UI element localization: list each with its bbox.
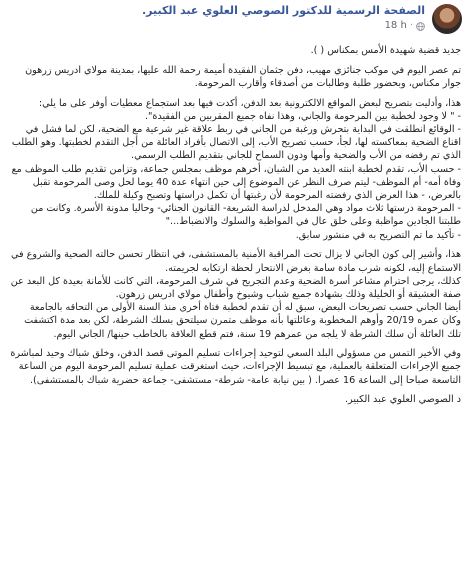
post-paragraph-suspect: هذا، وأشير إلى كون الجاني لا يزال تحت المراقبة الأمنية بالمستشفى، في انتظار تحسن حالته الصحية والشروع في الاستماع إليه، لكونه شرب مادة سامة بغرض الانتحار لحظة ارتكابه لجريمته. كذلك، يرجى احترام مشاعر أسرة الضحية وعدم التجريح في شرف المرحومة، التي كانت للأمانة بعيدة كل البعد عن صفة العشيقة أو الخليلة وذلك بشهادة جميع شباب وشيوخ وأطفال مولاي ادريس زرهون. أيضا الجاني حسب تصريحات البعض، سبق له أن تقدم لخطبة فتاة أخرى منذ السنة الأولى من التحاقه بالجامعة وكان عمره 20/19 وأوهم المخطوبة وعائلتها بأنه موظف متمرن سيلتحق بسلك الشرطة، لكن بعد مدة اكتشفت تلك العائلة أن سلك الشرطة لا يلجه من عمرهم 19 سنة، فتم قطع العلاقة بالخاطب حينها/ الجاني اليوم. [10, 249, 461, 340]
post-paragraph-intro: جديد قضية شهيدة الأمس بمكناس ( ). [310, 45, 461, 56]
header-text [142, 3, 425, 33]
meta-separator: · [409, 20, 413, 31]
post-signature: د الصوصي العلوي عبد الكبير. [344, 394, 461, 406]
post-paragraph-burial: تم عصر اليوم في موكب جنائزي مهيب، دفن جثمان الفقيدة أميمة رحمة الله عليها، بمدينة مولاي ادريس زرهون جوار مكناس، وبحضور طلبة وطالبات من أصدقاء وأقارب المرحومة. [22, 64, 461, 89]
post-timestamp[interactable]: 18 h [384, 20, 407, 31]
page-avatar[interactable] [432, 4, 462, 34]
post-header [0, 0, 470, 38]
post-paragraph-request: وفي الأخير التمس من مسؤولي البلد السعي لتوحيد إجراءات تسليم الموتى قصد الدفن، وخلق شباك وحيد لمباشرة جميع الإجراءات المتعلقة بالعملية، مع تبسيط الإجراءات، حيث استغرقت عملية تسليم المرحومة اليوم من الساعة التاسعة صباحا إلى الساعة 16 عصرا. ( بين نيابة عامة- شرطة- مستشفى- جماعة حضرية شباك بالمستشفى). [7, 348, 461, 386]
globe-icon[interactable] [416, 22, 425, 31]
post-meta [385, 19, 425, 33]
post-body [0, 38, 470, 407]
post-paragraph-statement: هذا، وأدليت بتصريح لبعض المواقع الالكترونية بعد الدفن، أكدت فيها بعد استجماع معطيات أوفر على ما يلي: - " لا وجود لخطبة بين المرحومة والجاني، وهذا نفاه جميع المقربين من الفقيدة". - الوقائع انطلقت في البداية بتحرش ورغبة من الجاني في ربط علاقة غير شرعية مع الضحية، لكن لما فشل في اقناع الضحية بمعاكسته لها، لجأ، حسب تصريح الأب، إلى الاتصال بأفراد العائلة من أجل التقدم لخطبتها. وهو الطلب الذي تم رفضه من الأب والضحية وأمها ودون السماح للجاني بتقديم الطلب الرسمي. - حسب الأب، تقدم لخطبة ابنته العديد من الشبان، أخرهم موظف بمجلس جماعة، وتزامن تقديم طلب الموظف مع وفاة أمه- أم الموظف- ليتم صرف النظر عن الموضوع إلى حين انتهاء عدة 40 يوما لحل وصى المرحومة تقبل بالعرض، - هذا العرض الذي رفضته المرحومة لأن رغبتها أن تكمل دراستها وتصبح وكيلة للملك. - المرحومة درستها ثلاث مواد وهي المدخل لدراسة الشريعة- القانون الجنائي- وحاليا مدونة الأسرة. وكانت من طلبتنا الجادين مواظبة وعلى خلق عال في المواظبة والسلوك والانضباط..." - تأكيد ما تم التصريح به في منشور سابق. [11, 97, 461, 241]
page-name-link[interactable]: الصفحة الرسمية للدكتور الصوصي العلوي عبد الكبير. [141, 4, 425, 17]
